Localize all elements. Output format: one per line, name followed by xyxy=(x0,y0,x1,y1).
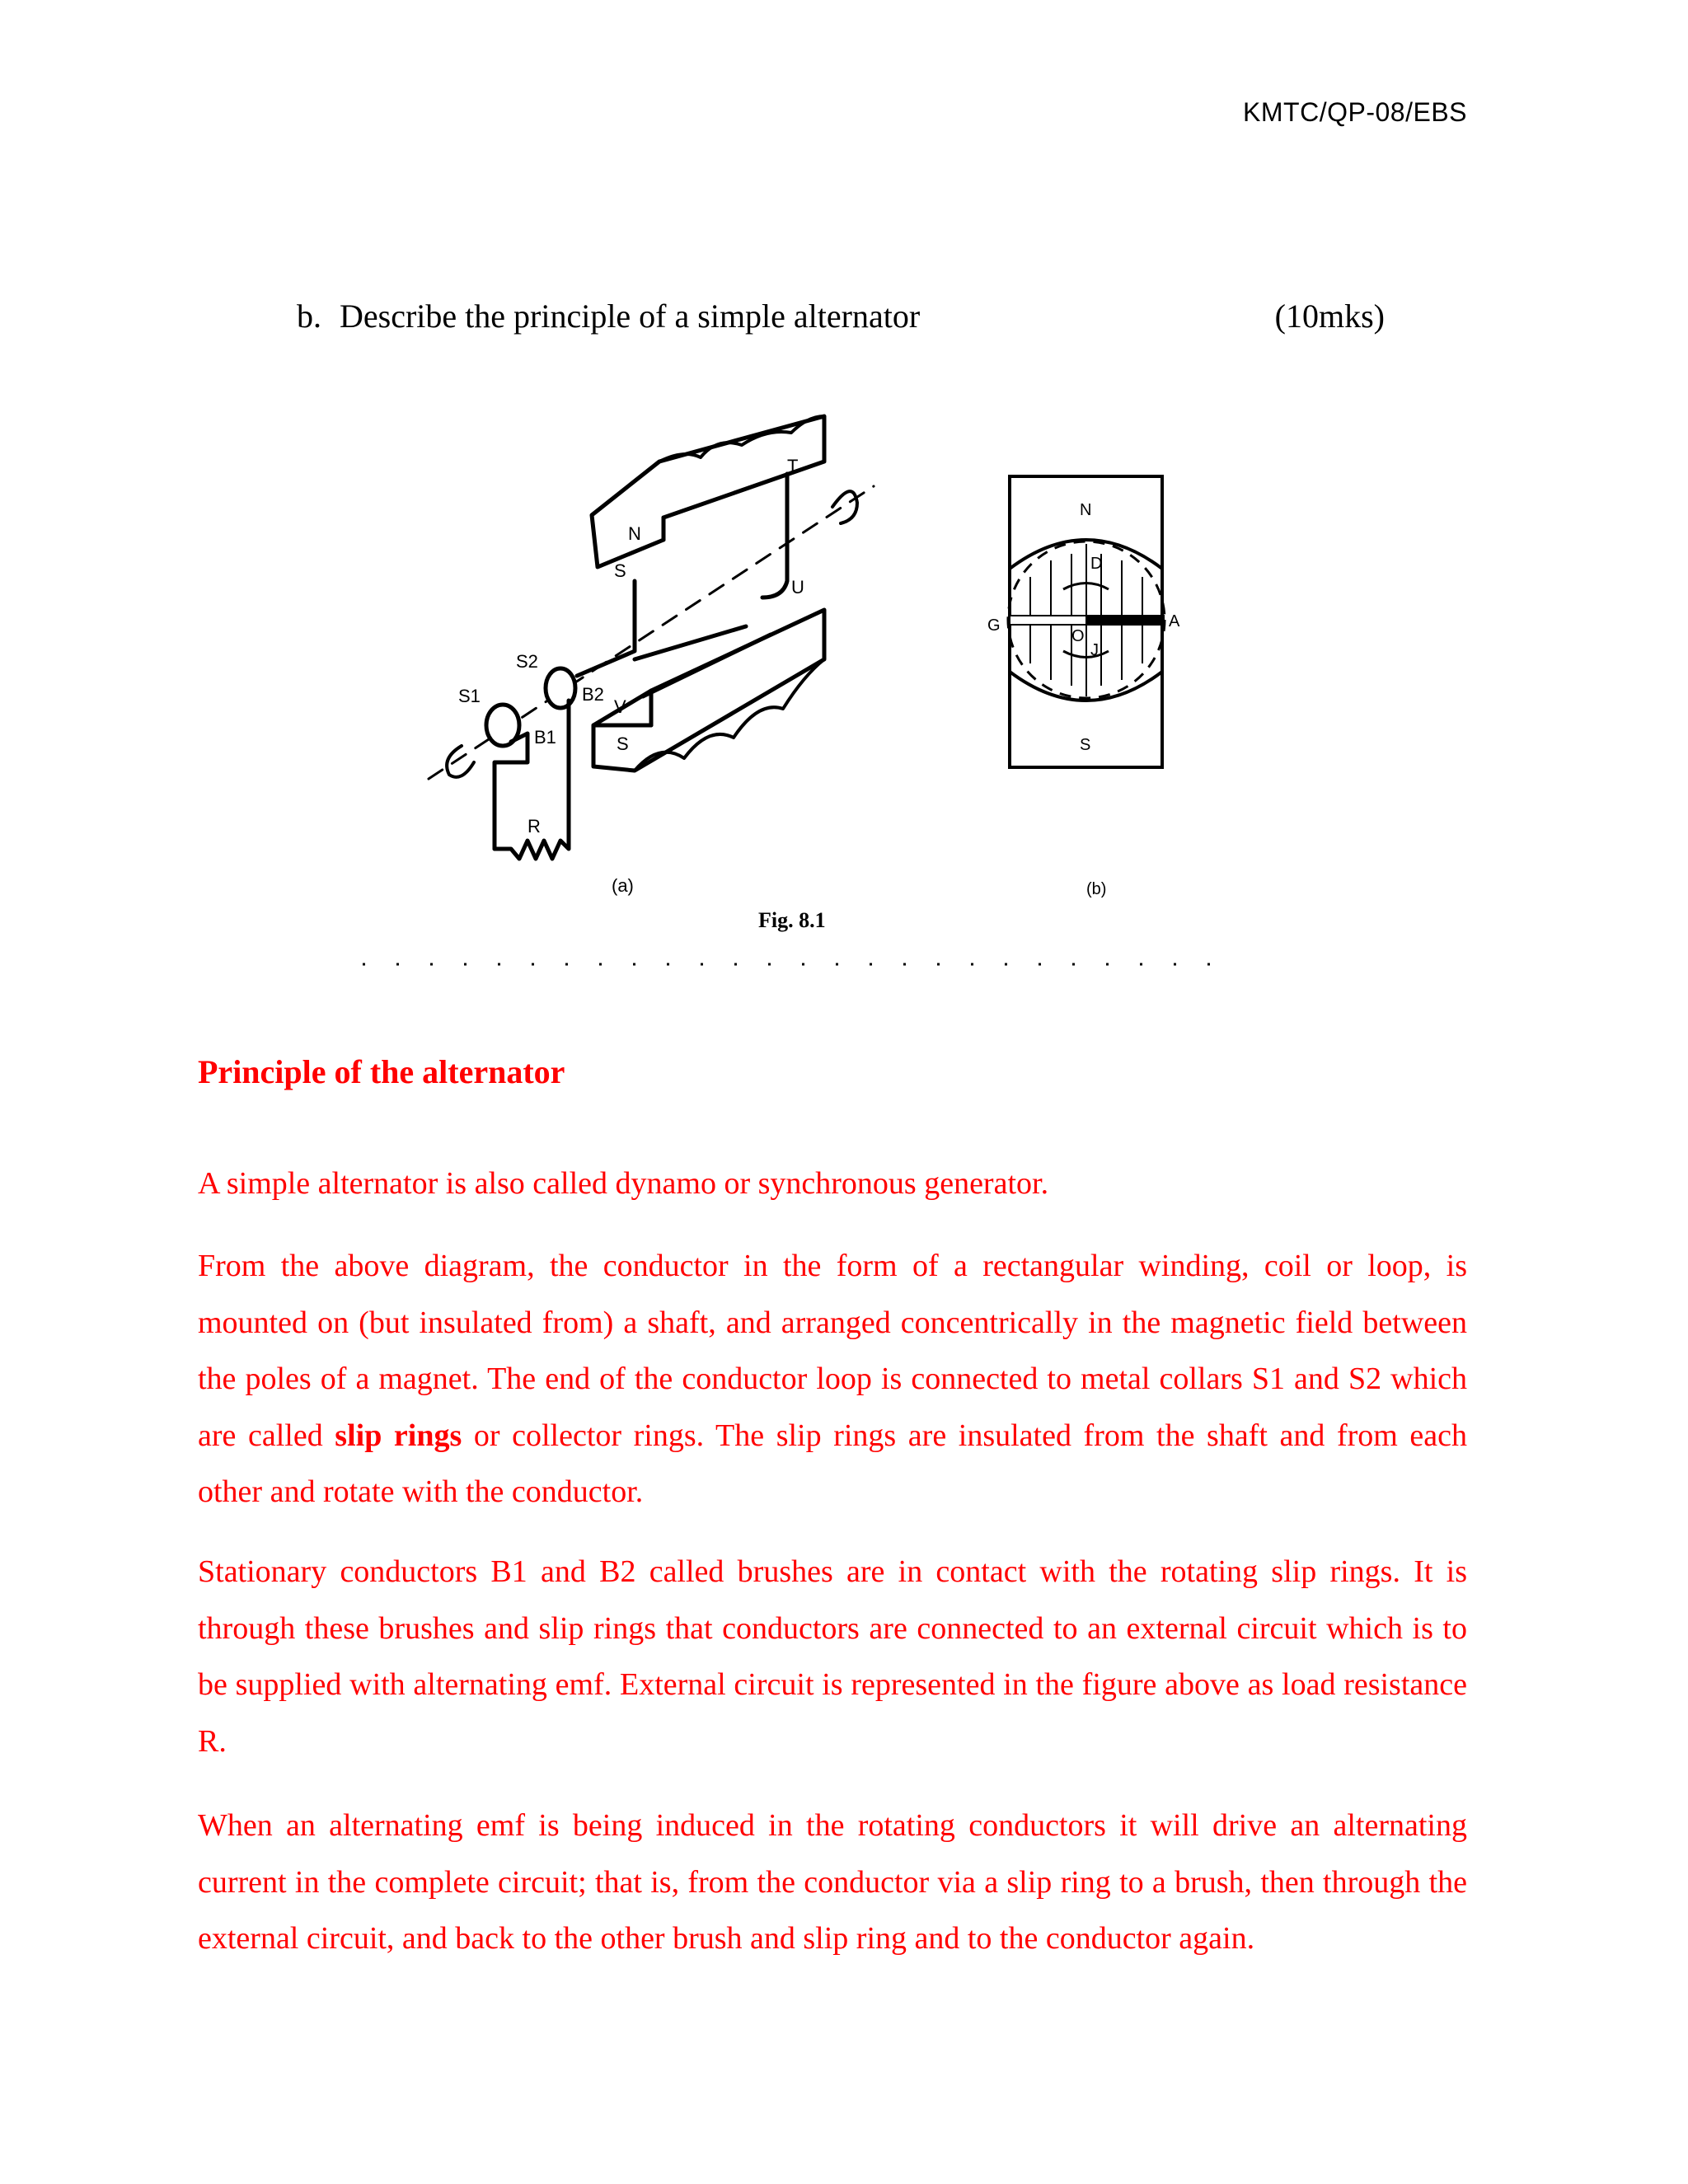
label-a-v: V xyxy=(614,696,626,717)
slip-ring-s2 xyxy=(546,668,575,708)
question-letter: b. xyxy=(297,298,321,335)
load-circuit xyxy=(495,841,569,859)
question-text xyxy=(297,297,920,335)
label-a-b1: B1 xyxy=(534,727,556,748)
slip-rings-term: slip rings xyxy=(335,1418,462,1453)
label-a-n: N xyxy=(628,523,641,544)
label-b-j: J xyxy=(1090,641,1099,659)
rotation-arrow-right xyxy=(832,491,857,523)
section-heading: Principle of the alternator xyxy=(198,1053,565,1090)
label-b-g: G xyxy=(987,616,1001,635)
conductor-bar xyxy=(1086,615,1165,626)
label-a-s-upper: S xyxy=(614,560,626,581)
paragraph-4: When an alternating emf is being induced in the rotating conductors it will drive an alternating current in the complete circuit; that is, from the conductor via a slip ring to a brush, then through the external circuit, and back to the other brush and slip ring and to the conductor again. xyxy=(198,1808,1467,1956)
paragraph-3: Stationary conductors B1 and B2 called brushes are in contact with the rotating slip rings. It is through these brushes and slip rings that conductors are connected to an external circuit which is to be supplied with alternating emf. External circuit is represented in the figure above as load resistance R. xyxy=(198,1554,1467,1759)
paragraph-1: A simple alternator is also called dynamo or synchronous generator. xyxy=(198,1166,1049,1201)
alternator-figure xyxy=(0,396,1688,989)
figure-caption: Fig. 8.1 xyxy=(758,908,826,932)
label-a-s2: S2 xyxy=(516,651,538,672)
brush-b1 xyxy=(495,733,528,849)
rotation-arrow-left xyxy=(447,746,474,777)
paragraph-2-part-2: or collector rings. The slip rings are insulated from the shaft and from each other and rotate with the conductor. xyxy=(198,1418,1467,1509)
label-a-r: R xyxy=(528,816,541,837)
question-prompt: Describe the principle of a simple alternator xyxy=(340,298,921,335)
label-a-t: T xyxy=(787,456,799,476)
label-a-s1: S1 xyxy=(458,686,481,706)
figure-a-diagram xyxy=(429,416,874,859)
label-a-s-lower: S xyxy=(617,733,629,754)
label-a-u: U xyxy=(791,577,804,598)
question-marks: (10mks) xyxy=(1274,298,1385,335)
upper-magnet-pole xyxy=(592,416,824,567)
document-code: KMTC/QP-08/EBS xyxy=(1243,97,1467,127)
label-b-o: O xyxy=(1071,627,1085,645)
label-b-a: A xyxy=(1169,612,1180,630)
panel-b-label: (b) xyxy=(1086,880,1107,898)
figure-b-diagram xyxy=(1008,476,1165,767)
paragraph-2-part-1: From the above diagram, the conductor in the form of a rectangular winding, coil or loop, is mounted on (but insulated from) a shaft, and arranged concentrically in the magnetic field between the poles of a magnet. The end of the conductor loop is connected to metal collars S1 and S2 which are called xyxy=(198,1249,1467,1453)
paragraph-2 xyxy=(198,1238,1467,1521)
question-b xyxy=(297,297,1385,335)
label-b-d: D xyxy=(1090,555,1103,573)
label-b-n: N xyxy=(1080,501,1092,519)
panel-a-label: (a) xyxy=(612,875,634,896)
conductor-bar-left xyxy=(1010,616,1086,625)
label-a-b2: B2 xyxy=(582,684,604,705)
label-b-s: S xyxy=(1080,736,1091,754)
